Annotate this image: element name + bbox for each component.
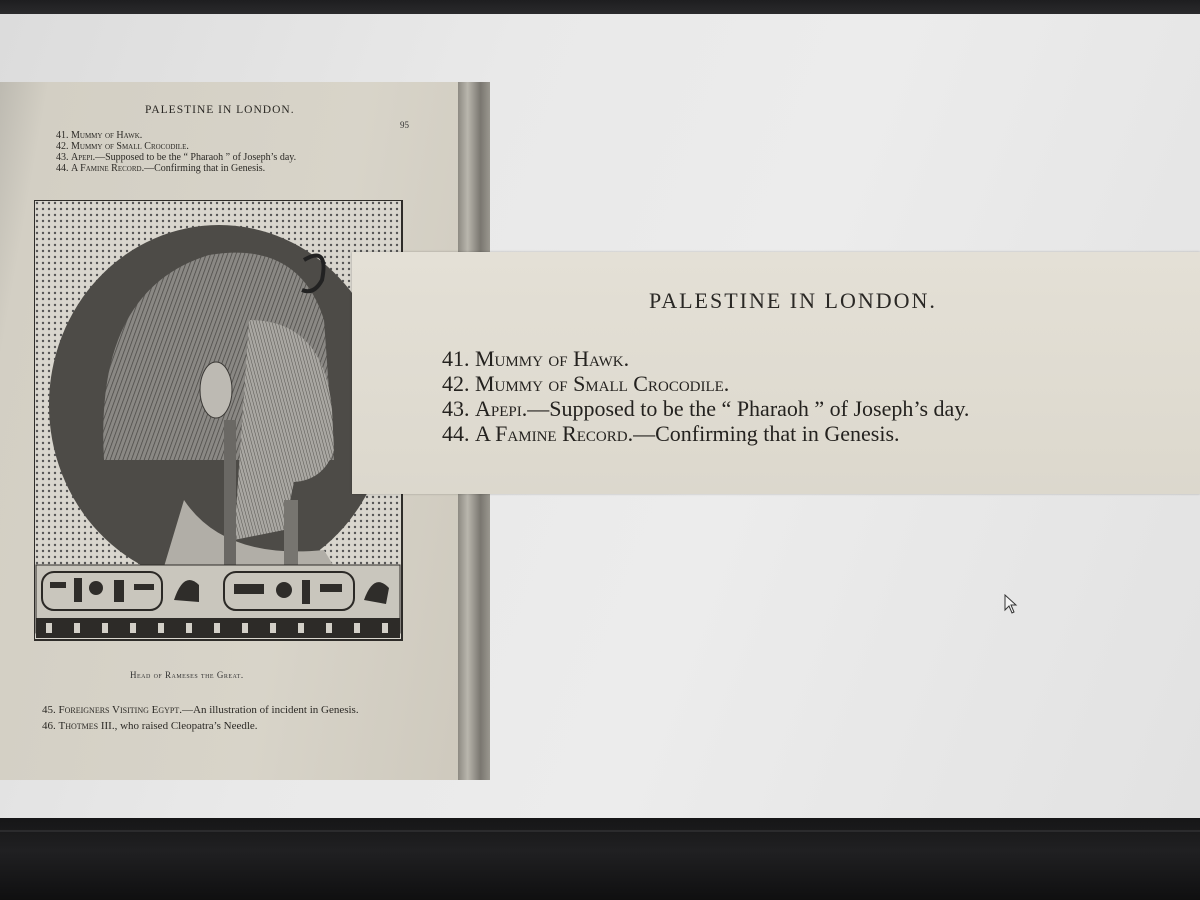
monitor-bezel-bottom — [0, 818, 1200, 900]
list-item: 43. Apepi.—Supposed to be the “ Pharaoh ” of Joseph’s day. — [56, 152, 297, 163]
list-item: 45. Foreigners Visiting Egypt.—An illustration of incident in Genesis. — [42, 704, 359, 716]
page-number: 95 — [400, 120, 409, 130]
list-item: 41. Mummy of Hawk. — [56, 130, 143, 141]
zoom-item-list — [442, 346, 969, 446]
list-item: 42. Mummy of Small Crocodile. — [442, 371, 730, 396]
mouse-pointer-icon — [1004, 594, 1018, 619]
list-item: 42. Mummy of Small Crocodile. — [56, 141, 189, 152]
list-item: 46. Thotmes III., who raised Cleopatra’s Needle. — [42, 720, 258, 732]
monitor-bezel-top — [0, 0, 1200, 14]
list-item: 44. A Famine Record.—Confirming that in Genesis. — [442, 421, 900, 446]
zoom-title: PALESTINE IN LONDON. — [649, 288, 937, 313]
page-footer-list — [42, 702, 462, 734]
page-item-list — [56, 130, 436, 174]
zoomed-text-crop — [352, 252, 1200, 494]
screen — [0, 14, 1200, 820]
list-item: 44. A Famine Record.—Confirming that in Genesis. — [56, 163, 266, 174]
list-item: 41. Mummy of Hawk. — [442, 346, 630, 371]
illustration-caption: Head of Rameses the Great. — [130, 670, 244, 680]
list-item: 43. Apepi.—Supposed to be the “ Pharaoh ” of Joseph’s day. — [442, 396, 970, 421]
page-title: PALESTINE IN LONDON. — [145, 104, 295, 116]
